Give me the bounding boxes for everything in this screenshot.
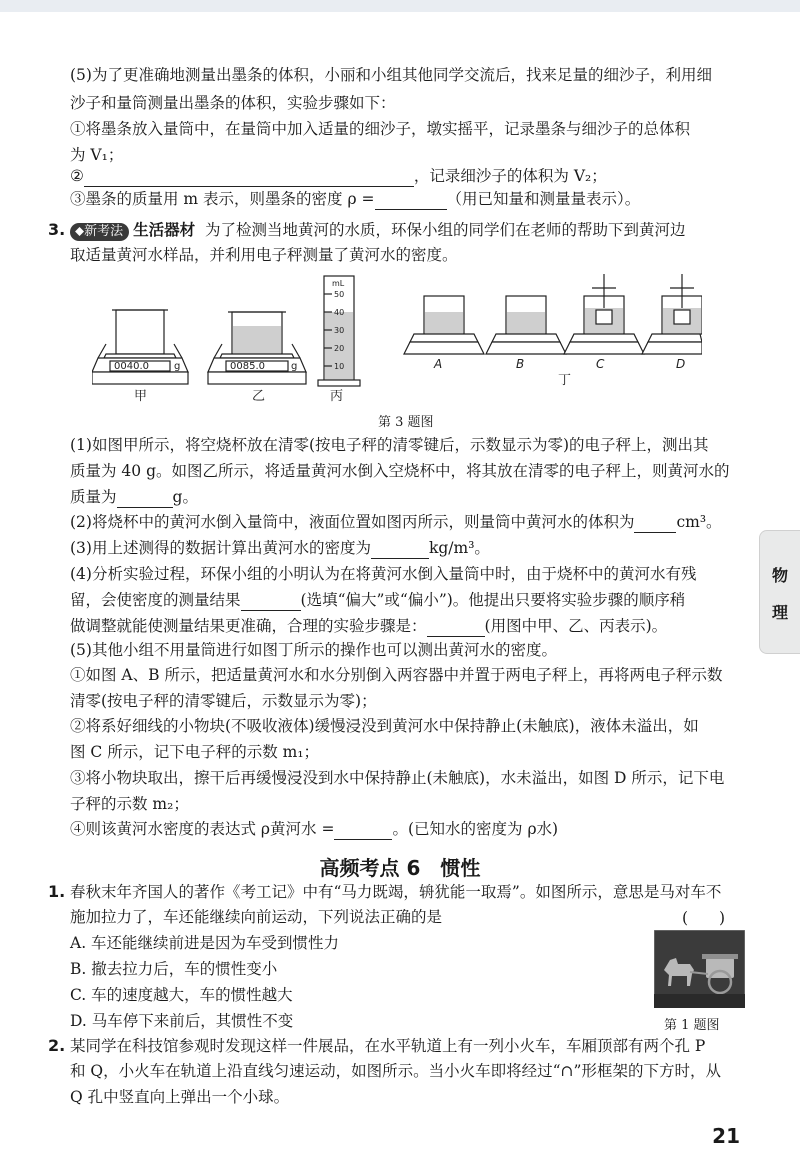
tick-40: 40 <box>334 308 345 317</box>
step3-suffix: （用已知量和测量量表示）。 <box>446 190 641 208</box>
q6-1-line1: 春秋末年齐国人的著作《考工记》中有“马力既竭，辀犹能一取焉”。如图所示，意思是马对车不 <box>70 883 722 901</box>
tab-char-2: 理 <box>771 603 788 622</box>
scale-yi <box>208 312 306 384</box>
answer-blank[interactable] <box>334 823 392 840</box>
answer-blank[interactable] <box>241 594 301 611</box>
q6-2-line3: Q 孔中竖直向上弹出一个小球。 <box>70 1088 290 1106</box>
setup-a <box>404 296 484 354</box>
answer-blank[interactable] <box>427 620 485 637</box>
top-bar <box>0 0 800 12</box>
q3-p5-s3a: ③将小物块取出，擦干后再缓慢浸没到水中保持静止(未触底)，水未溢出，如图 D 所示，记下电 <box>70 769 725 787</box>
answer-blank[interactable] <box>117 491 173 508</box>
label-d: D <box>676 357 686 371</box>
q3-p2: (2)将烧杯中的黄河水倒入量筒中，液面位置如图丙所示，则量筒中黄河水的体积为 cm³。 <box>70 513 722 531</box>
subject-side-tab <box>759 530 800 654</box>
answer-blank[interactable] <box>375 193 447 210</box>
q2-p5-step1a: ①将墨条放入量筒中，在量筒中加入适量的细沙子，墩实摇平，记录墨条与细沙子的总体积 <box>70 120 691 138</box>
tick-20: 20 <box>334 344 345 353</box>
carriage-photo <box>654 930 745 1008</box>
option-b: B. 撤去拉力后，车的惯性变小 <box>70 960 278 978</box>
q3-p1c: 质量为 g。 <box>70 488 198 506</box>
q3-caption: 第 3 题图 <box>378 415 434 430</box>
q6-2-line2: 和 Q，小火车在轨道上沿直线匀速运动，如图所示。当小火车即将经过“∩”形框架的下方时，从 <box>70 1062 721 1080</box>
q2-p5-step2 <box>70 165 607 187</box>
q3-p5-s4: ④则该黄河水密度的表达式 ρ黄河水 = 。(已知水的密度为 ρ水) <box>70 820 559 838</box>
label-ding: 丁 <box>558 373 572 388</box>
scale1-display: 0040.0 <box>114 361 149 372</box>
label-bing: 丙 <box>330 389 344 404</box>
q3-p4b: 留，会使密度的测量结果 (选填“偏大”或“偏小”)。他提出只要将实验步骤的顺序稍 <box>70 591 686 609</box>
setup-c <box>564 274 644 354</box>
q3-tag: 生活器材 <box>133 221 196 239</box>
q3-line2: 取适量黄河水样品，并利用电子秤测量了黄河水的密度。 <box>70 246 458 264</box>
label-c: C <box>596 357 605 371</box>
cylinder-unit: mL <box>332 279 345 288</box>
setup-b <box>486 296 566 354</box>
new-method-badge: ⬥新考法 <box>70 223 129 241</box>
q6-1-number: 1. <box>48 882 66 901</box>
q6-1-caption: 第 1 题图 <box>664 1018 720 1033</box>
section-heading: 高频考点 6 惯性 <box>319 856 481 880</box>
q3-p5-s3b: 子秤的示数 m₂； <box>70 795 189 813</box>
option-a: A. 车还能继续前进是因为车受到惯性力 <box>70 934 340 952</box>
label-jia: 甲 <box>134 389 148 404</box>
q3-p1b: 质量为 40 g。如图乙所示，将适量黄河水倒入空烧杯中，将其放在清零的电子秤上，则黄河水的 <box>70 462 730 480</box>
q3-p3: (3)用上述测得的数据计算出黄河水的密度为 kg/m³。 <box>70 539 490 557</box>
scale-jia <box>92 310 188 384</box>
label-yi: 乙 <box>252 389 266 404</box>
q3-line1-text: 为了检测当地黄河的水质，环保小组的同学们在老师的帮助下到黄河边 <box>205 221 686 239</box>
q3-p4a: (4)分析实验过程，环保小组的小明认为在将黄河水倒入量筒中时，由于烧杯中的黄河水有残 <box>70 565 697 583</box>
q3-line1 <box>70 219 686 241</box>
q3-p5-s1a: ①如图 A、B 所示，把适量黄河水和水分别倒入两容器中并置于两电子秤上，再将两电子秤示数 <box>70 666 723 684</box>
tick-50: 50 <box>334 290 345 299</box>
setup-d <box>642 274 702 354</box>
option-c: C. 车的速度越大，车的惯性越大 <box>70 986 293 1004</box>
answer-blank[interactable] <box>371 542 429 559</box>
page-number: 21 <box>712 1124 740 1148</box>
q3-p4c: 做调整就能使测量结果更准确，合理的实验步骤是： (用图中甲、乙、丙表示)。 <box>70 617 668 635</box>
q6-2-line1: 某同学在科技馆参观时发现这样一件展品，在水平轨道上有一列小火车，车厢顶部有两个孔 P <box>70 1037 706 1055</box>
step3-prefix: ③墨条的质量用 m 表示，则墨条的密度 ρ = <box>70 190 375 208</box>
q2-p5-step1b: 为 V₁； <box>70 146 124 164</box>
q3-p5-s2b: 图 C 所示，记下电子秤的示数 m₁； <box>70 743 320 761</box>
label-b: B <box>516 357 525 371</box>
q3-figure <box>92 272 702 408</box>
tick-10: 10 <box>334 362 345 371</box>
q3-p5-s2a: ②将系好细线的小物块(不吸收液体)缓慢浸没到黄河水中保持静止(未触底)，液体未溢出，如 <box>70 717 699 735</box>
q2-p5-line2: 沙子和量筒测量出墨条的体积，实验步骤如下： <box>70 94 396 112</box>
q2-p5-line1: (5)为了更准确地测量出墨条的体积，小丽和小组其他同学交流后，找来足量的细沙子，利用细 <box>70 66 712 84</box>
step2-suffix: ，记录细沙子的体积为 V₂； <box>413 167 607 185</box>
answer-blank[interactable] <box>634 516 676 533</box>
q3-p5-s1b: 清零(按电子秤的清零键后，示数显示为零)； <box>70 692 377 710</box>
scale1-unit: g <box>174 361 181 372</box>
q6-1-line2: 施加拉力了，车还能继续向前运动，下列说法正确的是 <box>70 908 443 926</box>
q3-number: 3. <box>48 220 66 239</box>
scale2-unit: g <box>291 361 298 372</box>
tick-30: 30 <box>334 326 345 335</box>
step2-prefix: ② <box>70 167 84 185</box>
q6-2-number: 2. <box>48 1036 66 1055</box>
q2-p5-step3 <box>70 188 640 210</box>
q3-p1a: (1)如图甲所示，将空烧杯放在清零(按电子秤的清零键后，示数显示为零)的电子秤上，测出其 <box>70 436 709 454</box>
scale2-display: 0085.0 <box>230 361 265 372</box>
tab-char-1: 物 <box>771 566 788 585</box>
answer-paren[interactable]: ( ) <box>682 909 726 927</box>
q3-p5a: (5)其他小组不用量筒进行如图丁所示的操作也可以测出黄河水的密度。 <box>70 641 557 659</box>
badge-pin-icon: ⬥ <box>75 224 85 239</box>
label-a: A <box>434 357 443 371</box>
answer-blank[interactable] <box>84 170 414 187</box>
option-d: D. 马车停下来前后，其惯性不变 <box>70 1012 294 1030</box>
